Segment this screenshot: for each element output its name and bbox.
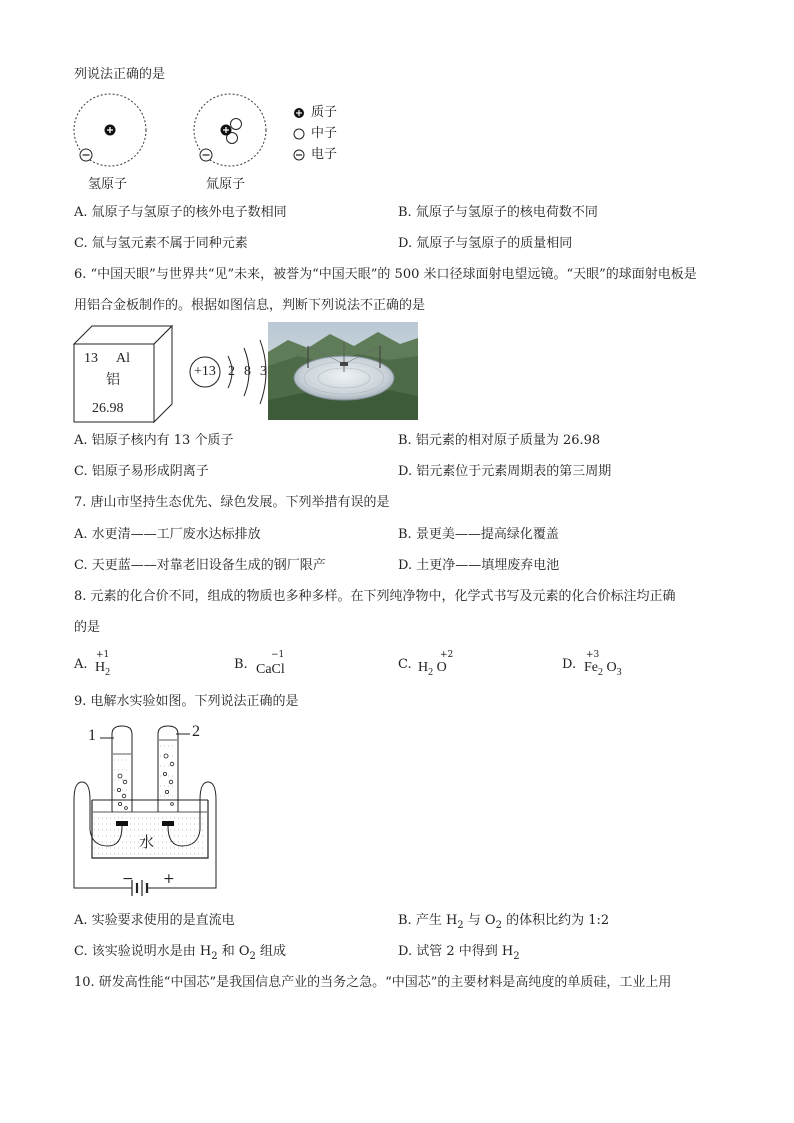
- q6-option-b: B. 铝元素的相对原子质量为 26.98: [398, 433, 601, 448]
- q6-option-d: D. 铝元素位于元素周期表的第三周期: [398, 464, 612, 479]
- q7-option-c: C. 天更蓝——对靠老旧设备生成的钢厂限产: [74, 558, 326, 573]
- q6-stem-line1: 6. “中国天眼”与世界共“见”未来，被誉为“中国天眼”的 500 米口径球面射电望远镜。“天眼”的球面射电板是: [74, 267, 697, 282]
- water-label: 水: [139, 833, 155, 851]
- q8-option-a-valence: +1: [96, 650, 110, 660]
- legend-electron-label: 电子: [311, 147, 338, 162]
- legend-neutron-label: 中子: [311, 126, 338, 141]
- q8-option-d-formula: $Fe_2$ $O_3$: [584, 660, 622, 678]
- q5-stem-tail: 列说法正确的是: [74, 67, 166, 82]
- q8-option-b-formula: CaCl: [256, 662, 285, 677]
- q7-option-d: D. 土更净——填埋废弃电池: [398, 558, 560, 573]
- q8-option-a-letter: A.: [74, 657, 88, 672]
- q8-stem-line1: 8. 元素的化合价不同，组成的物质也多种多样。在下列纯净物中，化学式书写及元素的化合价标注均正确: [74, 589, 676, 604]
- battery-negative: −: [122, 871, 134, 887]
- element-atomic-mass: 26.98: [92, 401, 124, 416]
- q10-stem-line1: 10. 研发高性能“中国芯”是我国信息产业的当务之急。“中国芯”的主要材料是高纯度的单质硅，工业上用: [74, 975, 672, 990]
- q8-option-c-formula: $H_2$ O: [418, 660, 447, 678]
- shell-3-electrons: 3: [260, 364, 267, 379]
- shell-2-electrons: 8: [244, 364, 251, 379]
- q8-option-d-valence: +3: [586, 650, 600, 660]
- q8-option-d-letter: D.: [562, 657, 577, 672]
- q8-option-b-letter: B.: [234, 657, 248, 672]
- shell-1-electrons: 2: [228, 364, 235, 379]
- nucleus-charge: +13: [194, 364, 216, 379]
- q7-option-a: A. 水更清——工厂废水达标排放: [74, 527, 261, 542]
- q8-option-a-formula: $H_2$: [95, 660, 111, 678]
- q5-option-b: B. 氚原子与氢原子的核电荷数不同: [398, 205, 598, 220]
- fast-telescope-photo: [268, 322, 418, 420]
- aluminum-element-card: [72, 324, 176, 424]
- q8-option-b-valence: −1: [271, 650, 285, 660]
- battery-positive: +: [163, 871, 175, 887]
- q8-option-c-valence: +2: [440, 650, 454, 660]
- q6-option-c: C. 铝原子易形成阴离子: [74, 464, 209, 479]
- element-name: 铝: [106, 372, 120, 388]
- q9-stem: 9. 电解水实验如图。下列说法正确的是: [74, 694, 299, 709]
- q6-stem-line2: 用铝合金板制作的。根据如图信息，判断下列说法不正确的是: [74, 298, 426, 313]
- element-atomic-number: 13: [84, 351, 98, 366]
- legend-proton-label: 质子: [311, 105, 338, 120]
- tritium-neutron-1: [231, 119, 242, 130]
- q9-option-c: C. 该实验说明水是由 $H_2$ 和 $O_2$ 组成: [74, 944, 287, 962]
- tube-1-label: 1: [88, 727, 96, 744]
- q8-stem-line2: 的是: [74, 620, 101, 635]
- q7-stem: 7. 唐山市坚持生态优先、绿色发展。下列举措有误的是: [74, 495, 390, 510]
- element-symbol: Al: [116, 351, 130, 366]
- q5-option-a: A. 氚原子与氢原子的核外电子数相同: [74, 205, 287, 220]
- q9-option-a: A. 实验要求使用的是直流电: [74, 913, 235, 928]
- legend-neutron-icon: [294, 129, 304, 139]
- q9-option-b: B. 产生 $H_2$ 与 $O_2$ 的体积比约为 1:2: [398, 913, 610, 931]
- q5-option-c: C. 氚与氢元素不属于同种元素: [74, 236, 248, 251]
- tube-2-label: 2: [192, 723, 200, 740]
- electrolysis-apparatus: [70, 720, 230, 896]
- q5-option-d: D. 氚原子与氢原子的质量相同: [398, 236, 573, 251]
- q8-option-c-letter: C.: [398, 657, 412, 672]
- q6-option-a: A. 铝原子核内有 13 个质子: [74, 433, 234, 448]
- hydrogen-atom-label: 氢原子: [88, 177, 128, 192]
- q7-option-b: B. 景更美——提高绿化覆盖: [398, 527, 559, 542]
- q9-option-d: D. 试管 2 中得到 $H_2$: [398, 944, 520, 962]
- tritium-atom-label: 氚原子: [206, 177, 246, 192]
